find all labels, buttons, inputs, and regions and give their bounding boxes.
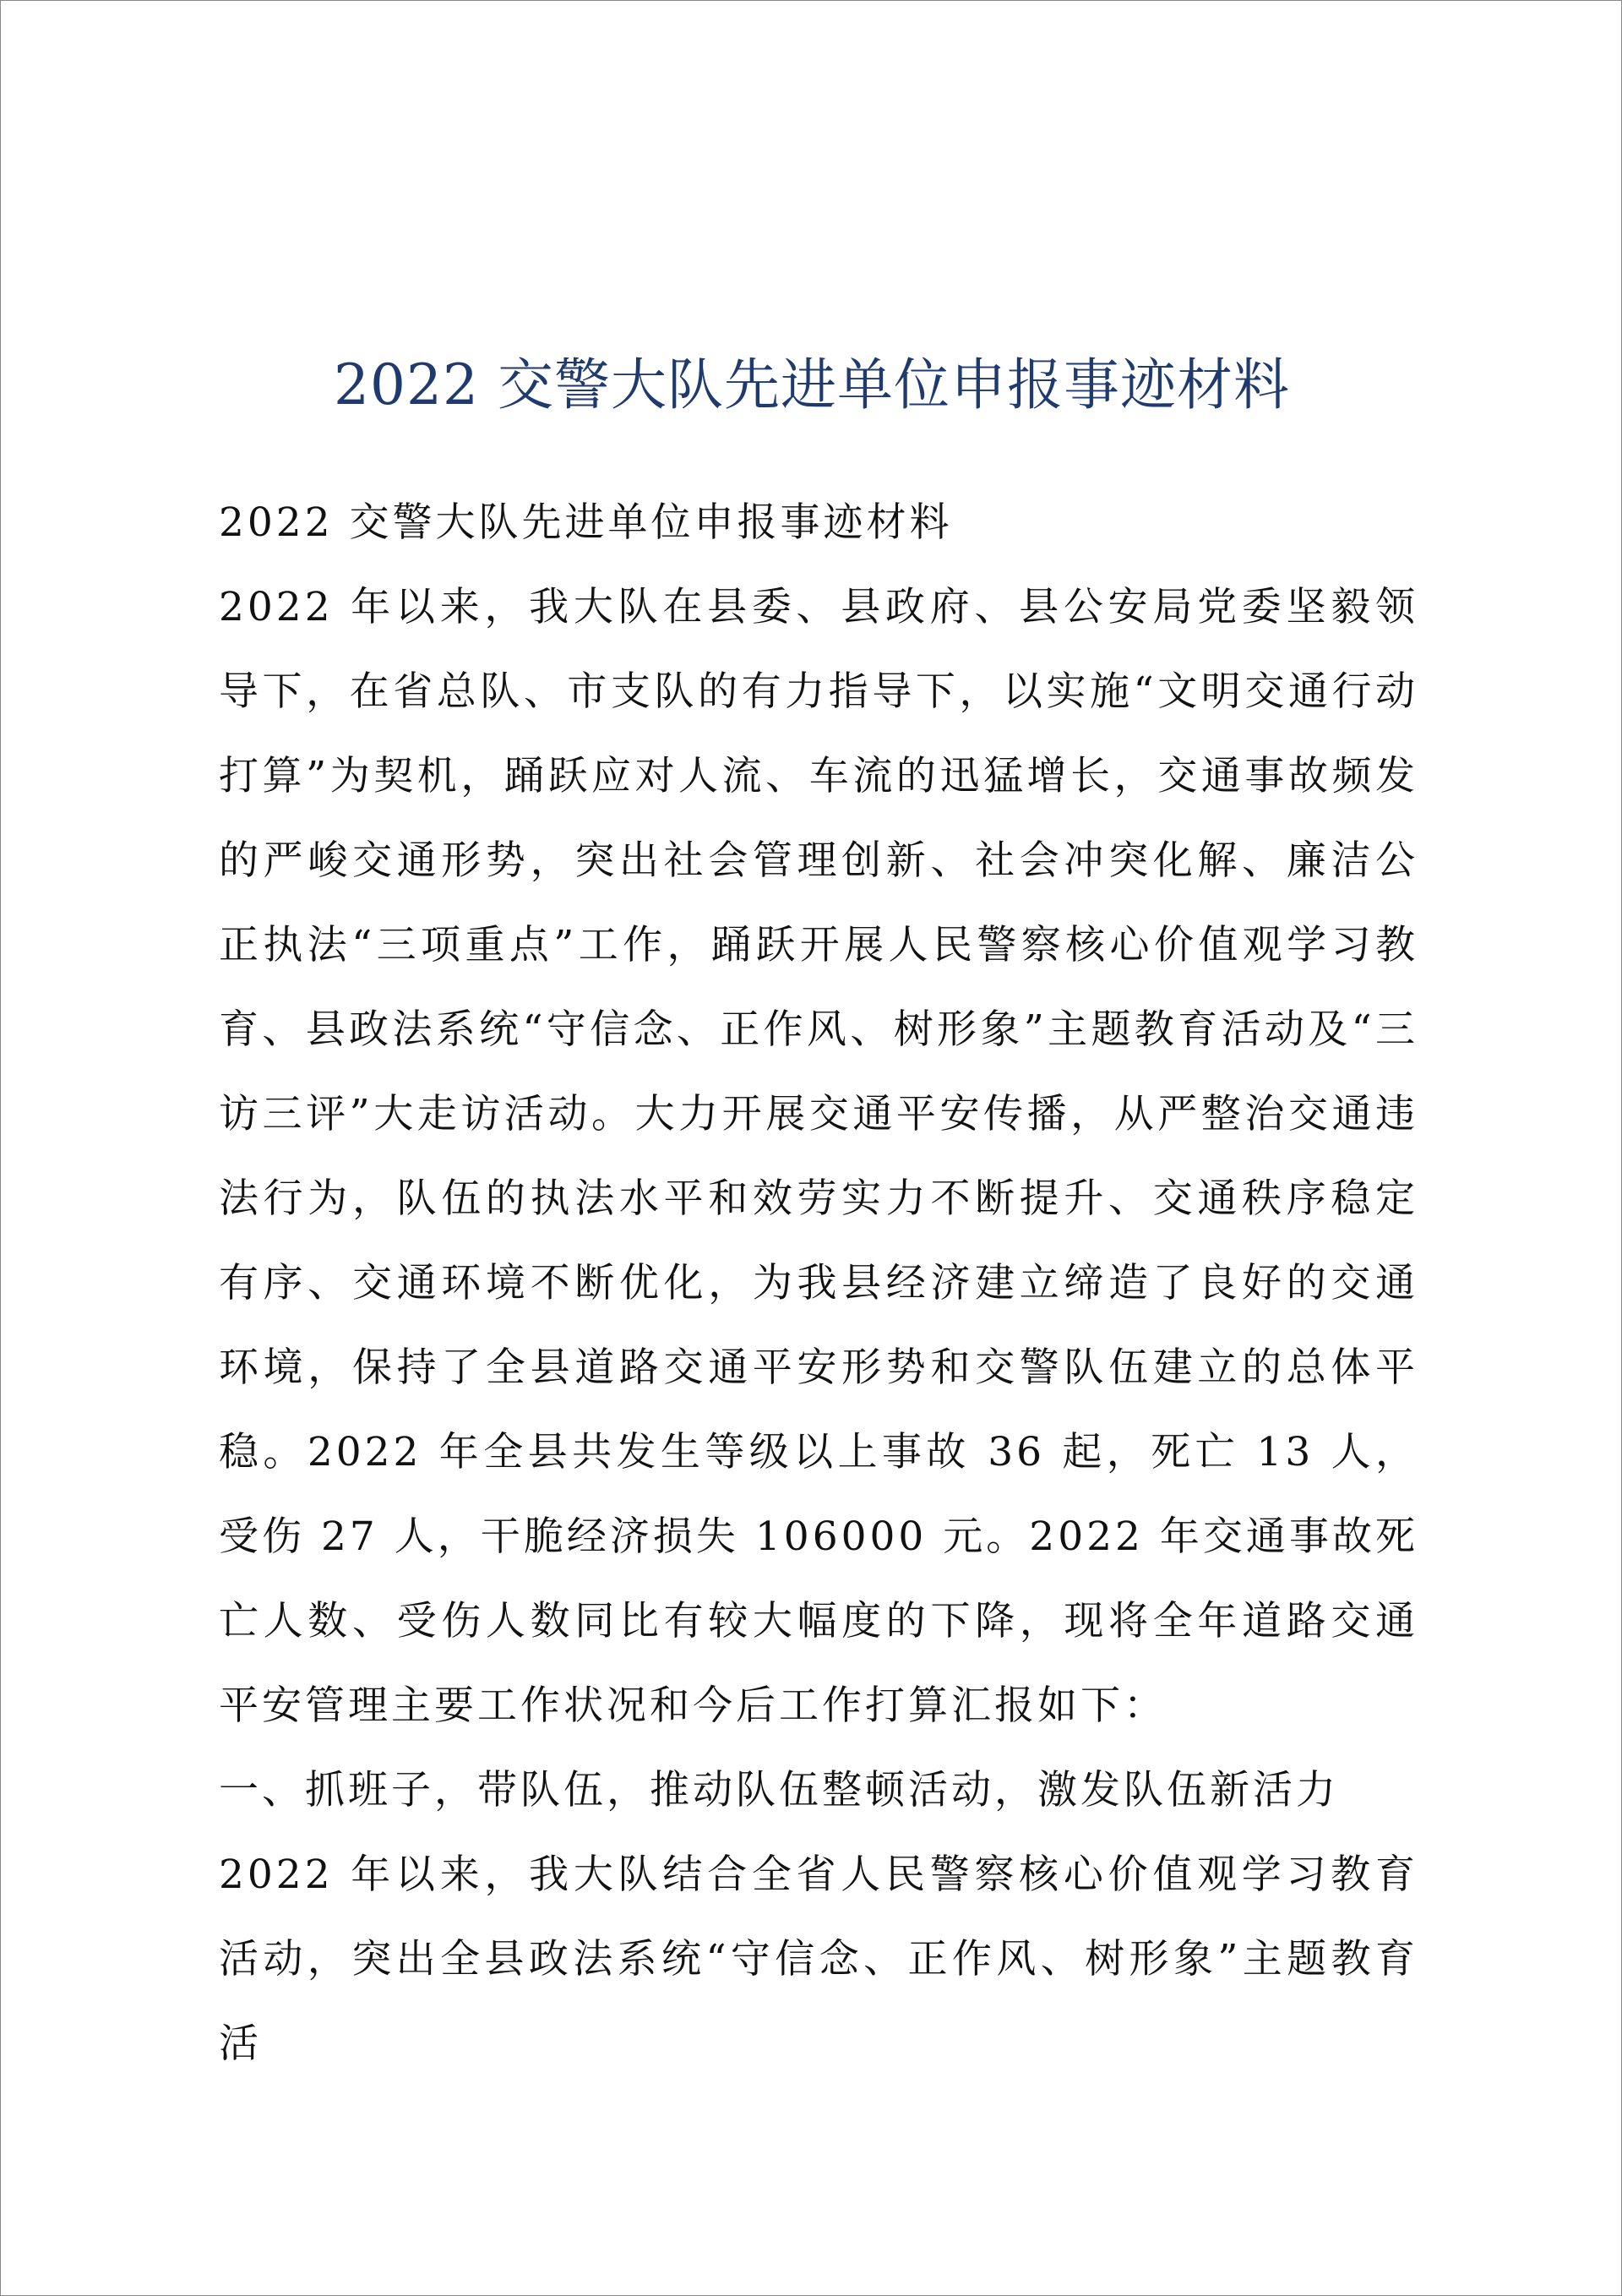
intro-paragraph: 2022 年以来，我大队在县委、县政府、县公安局党委坚毅领导下，在省总队、市支队的有力指导下，以实施“文明交通行动打算”为契机，踊跃应对人流、车流的迅猛增长，交通事故频发的严峻交通形势，突出社会管理创新、社会冲突化解、廉洁公正执法“三项重点”工作，踊跃开展人民警察核心价值观学习教育、县政法系统“守信念、正作风、树形象”主题教育活动及“三访三评”大走访活动。大力开展交通平安传播，从严整治交通违法行为，队伍的执法水平和效劳实力不断提升、交通秩序稳定有序、交通环境不断优化，为我县经济建立缔造了良好的交通环境，保持了全县道路交通平安形势和交警队伍建立的总体平稳。2022 年全县共发生等级以上事故 36 起，死亡 13 人，受伤 27 人，干脆经济损失 106000 元。2022 年交通事故死亡人数、受伤人数同比有较大幅度的下降，现将全年道路交通平安管理主要工作状况和今后工作打算汇报如下： [219, 584, 1418, 1729]
document-body [219, 481, 1418, 2086]
subtitle-paragraph: 2022 交警大队先进单位申报事迹材料 [219, 499, 953, 546]
section-1-paragraph: 2022 年以来，我大队结合全省人民警察核心价值观学习教育活动，突出全县政法系统“守信念、正作风、树形象”主题教育活 [219, 1852, 1418, 2067]
section-heading-1: 一、抓班子，带队伍，推动队伍整顿活动，激发队伍新活力 [219, 1767, 1339, 1813]
document-title: 2022 交警大队先进单位申报事迹材料 [334, 352, 1290, 417]
